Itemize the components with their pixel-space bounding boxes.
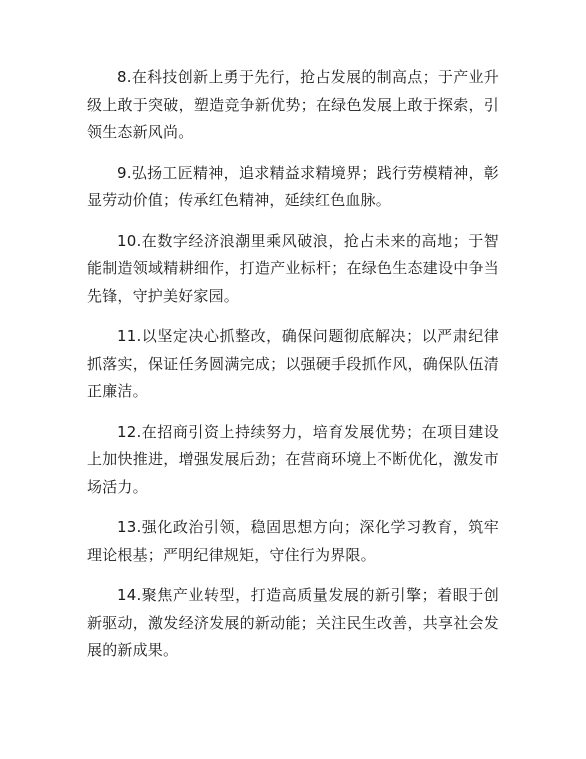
paragraph-item-13: 13.强化政治引领，稳固思想方向；深化学习教育，筑牢理论根基；严明纪律规矩，守住行为界限。 <box>87 518 499 564</box>
paragraph-item-11: 11.以坚定决心抓整改，确保问题彻底解决；以严肃纪律抓落实，保证任务圆满完成；以强硬手段抓作风，确保队伍清正廉洁。 <box>87 327 499 400</box>
paragraph-item-9: 9.弘扬工匠精神，追求精益求精境界；践行劳模精神，彰显劳动价值；传承红色精神，延续红色血脉。 <box>87 163 499 209</box>
paragraph-item-14: 14.聚焦产业转型，打造高质量发展的新引擎；着眼于创新驱动，激发经济发展的新动能；关注民生改善，共享社会发展的新成果。 <box>87 586 499 659</box>
paragraph-item-12: 12.在招商引资上持续努力，培育发展优势；在项目建设上加快推进，增强发展后劲；在营商环境上不断优化，激发市场活力。 <box>87 422 499 496</box>
paragraph-item-8: 8.在科技创新上勇于先行，抢占发展的制高点；于产业升级上敢于突破，塑造竞争新优势；在绿色发展上敢于探索，引领生态新风尚。 <box>87 68 499 141</box>
document-body <box>87 64 499 678</box>
paragraph-item-10: 10.在数字经济浪潮里乘风破浪，抢占未来的高地；于智能制造领域精耕细作，打造产业标杆；在绿色生态建设中争当先锋，守护美好家园。 <box>87 231 499 305</box>
